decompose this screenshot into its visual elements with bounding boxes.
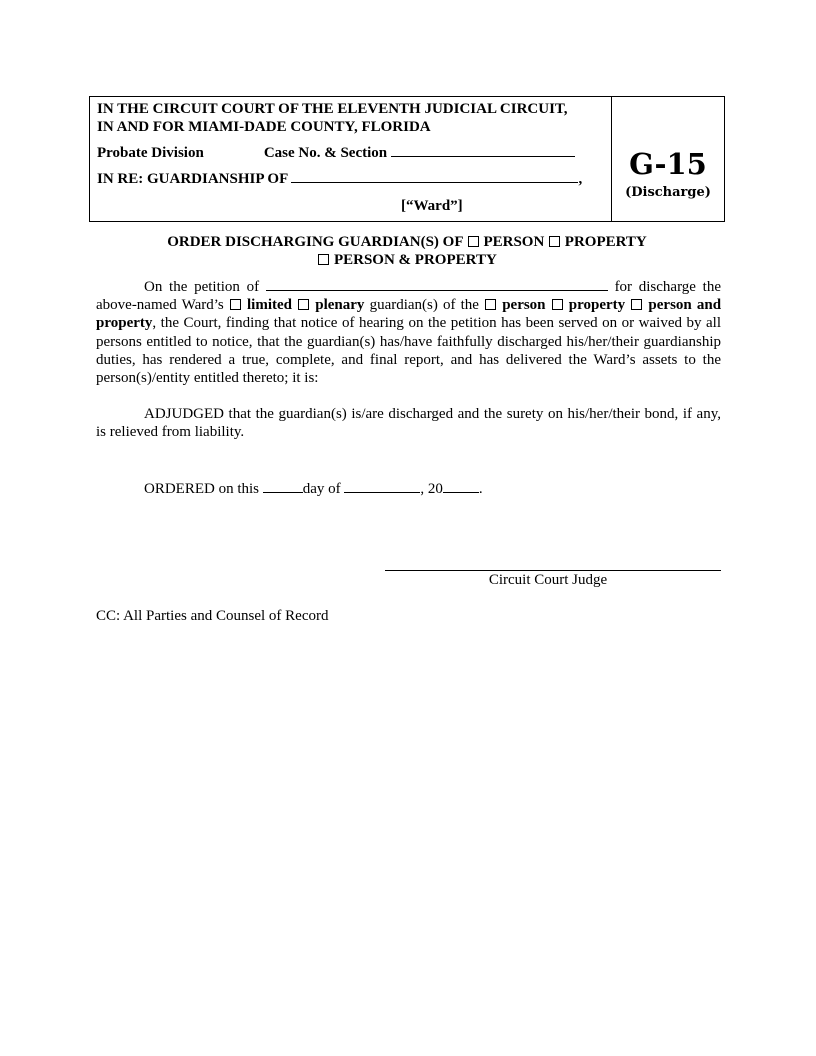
order-title-line-1 xyxy=(89,233,725,251)
case-number-label: Case No. & Section xyxy=(263,145,388,161)
form-name: (Discharge) xyxy=(625,185,711,200)
in-re-row xyxy=(97,170,582,188)
option-person-and-property: person and property xyxy=(96,297,722,332)
ward-label: [“Ward”] xyxy=(401,198,463,214)
petition-discharge-text: for discharge the above-named Ward’s xyxy=(96,279,722,314)
caption-box xyxy=(89,96,725,222)
ordered-day-field[interactable] xyxy=(263,480,303,493)
title-checkbox-property[interactable] xyxy=(549,236,560,247)
title-option-person: PERSON xyxy=(483,234,545,250)
title-checkbox-person[interactable] xyxy=(468,236,479,247)
petition-intro: On the petition of xyxy=(144,279,260,295)
ordered-month-field[interactable] xyxy=(344,480,420,493)
option-person: person xyxy=(502,297,546,314)
ordered-prefix: ORDERED on this xyxy=(144,481,260,497)
adjudged-paragraph: ADJUDGED that the guardian(s) is/are discharged and the surety on his/her/their bond, if any, is relieved from liability. xyxy=(96,406,721,441)
findings-text: , the Court, finding that notice of hearing on the petition has been served on or waived by all persons entitled to notice, that the guardian(s) has/have faithfully discharged his/her/their guardianship duties, has rendered a true, complete, and final report, and has delivered the Ward’s assets to the person(s)/entity entitled thereto; it is: xyxy=(96,315,721,387)
checkbox-property[interactable] xyxy=(552,299,563,310)
court-line-2: IN AND FOR MIAMI-DADE COUNTY, FLORIDA xyxy=(97,119,431,135)
title-option-property: PROPERTY xyxy=(564,234,647,250)
court-line-1: IN THE CIRCUIT COURT OF THE ELEVENTH JUDICIAL CIRCUIT, xyxy=(97,101,568,117)
checkbox-person-and-property[interactable] xyxy=(631,299,642,310)
checkbox-limited[interactable] xyxy=(230,299,241,310)
checkbox-plenary[interactable] xyxy=(298,299,309,310)
option-property: property xyxy=(568,297,626,314)
ordered-day-label: day of xyxy=(302,481,341,497)
title-option-person-property: PERSON & PROPERTY xyxy=(333,252,497,268)
caption-left xyxy=(90,97,612,221)
title-checkbox-person-property[interactable] xyxy=(318,254,329,265)
ordered-line xyxy=(96,480,721,498)
checkbox-person[interactable] xyxy=(485,299,496,310)
petitioner-name-field[interactable] xyxy=(266,278,608,291)
ordered-year-label: , 20 xyxy=(420,481,443,497)
case-number-field[interactable] xyxy=(391,144,575,157)
in-re-label: IN RE: GUARDIANSHIP OF xyxy=(97,171,288,187)
guardians-of-text: guardian(s) of the xyxy=(369,297,479,314)
ordered-year-field[interactable] xyxy=(443,480,479,493)
option-plenary: plenary xyxy=(315,297,365,314)
form-code: G-15 xyxy=(629,147,707,181)
cc-line: CC: All Parties and Counsel of Record xyxy=(96,608,329,624)
ward-name-field[interactable] xyxy=(291,170,578,183)
judge-signature-line[interactable] xyxy=(385,570,721,571)
in-re-comma: , xyxy=(578,171,583,187)
judge-signature-label: Circuit Court Judge xyxy=(488,572,608,588)
order-title-line-2 xyxy=(89,251,725,269)
order-title-text: ORDER DISCHARGING GUARDIAN(S) OF xyxy=(167,234,463,250)
form-id-cell xyxy=(612,97,724,221)
ordered-period: . xyxy=(478,481,483,497)
division-label: Probate Division xyxy=(97,145,204,161)
option-limited: limited xyxy=(247,297,293,314)
petition-paragraph xyxy=(96,278,721,387)
division-row xyxy=(97,144,575,162)
